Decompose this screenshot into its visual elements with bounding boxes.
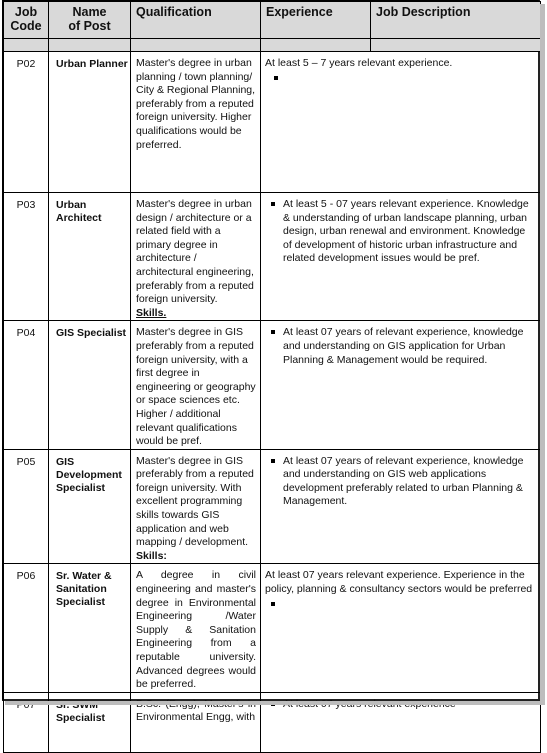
post-name: Urban Planner: [49, 52, 131, 193]
list-item: At least 07 years of relevant experience, knowledge and understanding on GIS web applications development preferably related to urban Planning & Management.: [283, 455, 534, 509]
experience-text: At least 07 years relevant experience. Experience in the policy, planning & consultancy sectors would be preferred: [265, 569, 533, 596]
job-code: P04: [4, 321, 49, 449]
spacer-row: [4, 39, 541, 52]
experience-list: [265, 455, 534, 509]
page-shadow-bottom: [5, 701, 545, 705]
job-code: P05: [4, 449, 49, 564]
page-shadow-right: [540, 4, 545, 703]
document-page: [2, 0, 540, 724]
skills-label: Skills.: [136, 306, 167, 319]
post-name: Sr. Water & Sanitation Specialist: [49, 564, 131, 692]
qualification-cell: [131, 449, 261, 564]
qualification-cell: [131, 193, 261, 321]
job-code: P06: [4, 564, 49, 692]
skills-label: Skills:: [136, 549, 167, 562]
post-name: Urban Architect: [49, 193, 131, 321]
spacer-cell: [371, 39, 541, 52]
job-code: P03: [4, 193, 49, 321]
bullet-icon: [274, 76, 278, 80]
list-item: At least 07 years of relevant experience, knowledge and understanding on GIS application for Urban Planning & Management would be required.: [283, 326, 534, 367]
table-row: [4, 564, 541, 692]
table-row: [4, 321, 541, 449]
qualification-cell: Environmental Engg, with: [131, 692, 261, 752]
qualification-cell: Master's degree in urban planning / town planning/ City & Regional Planning, preferably from a reputed foreign university. Higher qualifications would be preferred.: [131, 52, 261, 193]
header-name-line2: of Post: [68, 19, 111, 33]
experience-cell: [261, 52, 541, 193]
header-job-code: [4, 2, 49, 39]
table-row: [4, 449, 541, 564]
header-qualification: Qualification: [131, 2, 261, 39]
spacer-cell: [261, 39, 371, 52]
post-name: Specialist: [49, 692, 131, 752]
experience-list: [265, 198, 534, 266]
qualification-cell: Master's degree in GIS preferably from a reputed foreign university, with a first degree in engineering or geography or space sciences etc. Higher / additional relevant qualifications would be pref.: [131, 321, 261, 449]
experience-text: At least 5 – 7 years relevant experience.: [265, 57, 453, 69]
qualification-text: Master's degree in urban design / architecture or a related field with a primary degree in architecture / architectural engineering, preferably from a reputed foreign university.: [136, 198, 254, 306]
qualification-text: Master's degree in GIS preferably from a reputed foreign university. With excellent programming skills towards GIS application and web mapping / development.: [136, 454, 254, 549]
header-row: [4, 2, 541, 39]
experience-cell: [261, 564, 541, 692]
job-table: [3, 1, 541, 753]
job-code: P02: [4, 52, 49, 193]
post-name: GIS Development Specialist: [49, 449, 131, 564]
list-item: At least 5 - 07 years relevant experience. Knowledge & understanding of urban landscape planning, urban design, urban renewal and environment. Knowledge of development of historic urban infrastructure and related development issues would be pref.: [283, 198, 534, 266]
spacer-cell: [131, 39, 261, 52]
spacer-cell: [4, 39, 49, 52]
header-name-of-post: [49, 2, 131, 39]
experience-cell: [261, 193, 541, 321]
header-job-code-line2: Code: [10, 19, 42, 33]
table-row: [4, 193, 541, 321]
experience-cell: [261, 449, 541, 564]
qualification-cell: A degree in civil engineering and master's degree in Environmental Engineering /Water Supply & Sanitation Engineering from a reputable university. Advanced degrees would be preferred.: [131, 564, 261, 692]
experience-cell: [261, 321, 541, 449]
header-experience: Experience: [261, 2, 371, 39]
spacer-cell: [49, 39, 131, 52]
experience-list: [265, 326, 534, 367]
header-name-line1: Name: [72, 5, 107, 19]
header-job-description: Job Description: [371, 2, 541, 39]
header-job-code-line1: Job: [14, 5, 38, 19]
table-row: [4, 52, 541, 193]
bullet-icon: [271, 602, 275, 606]
post-name: GIS Specialist: [49, 321, 131, 449]
